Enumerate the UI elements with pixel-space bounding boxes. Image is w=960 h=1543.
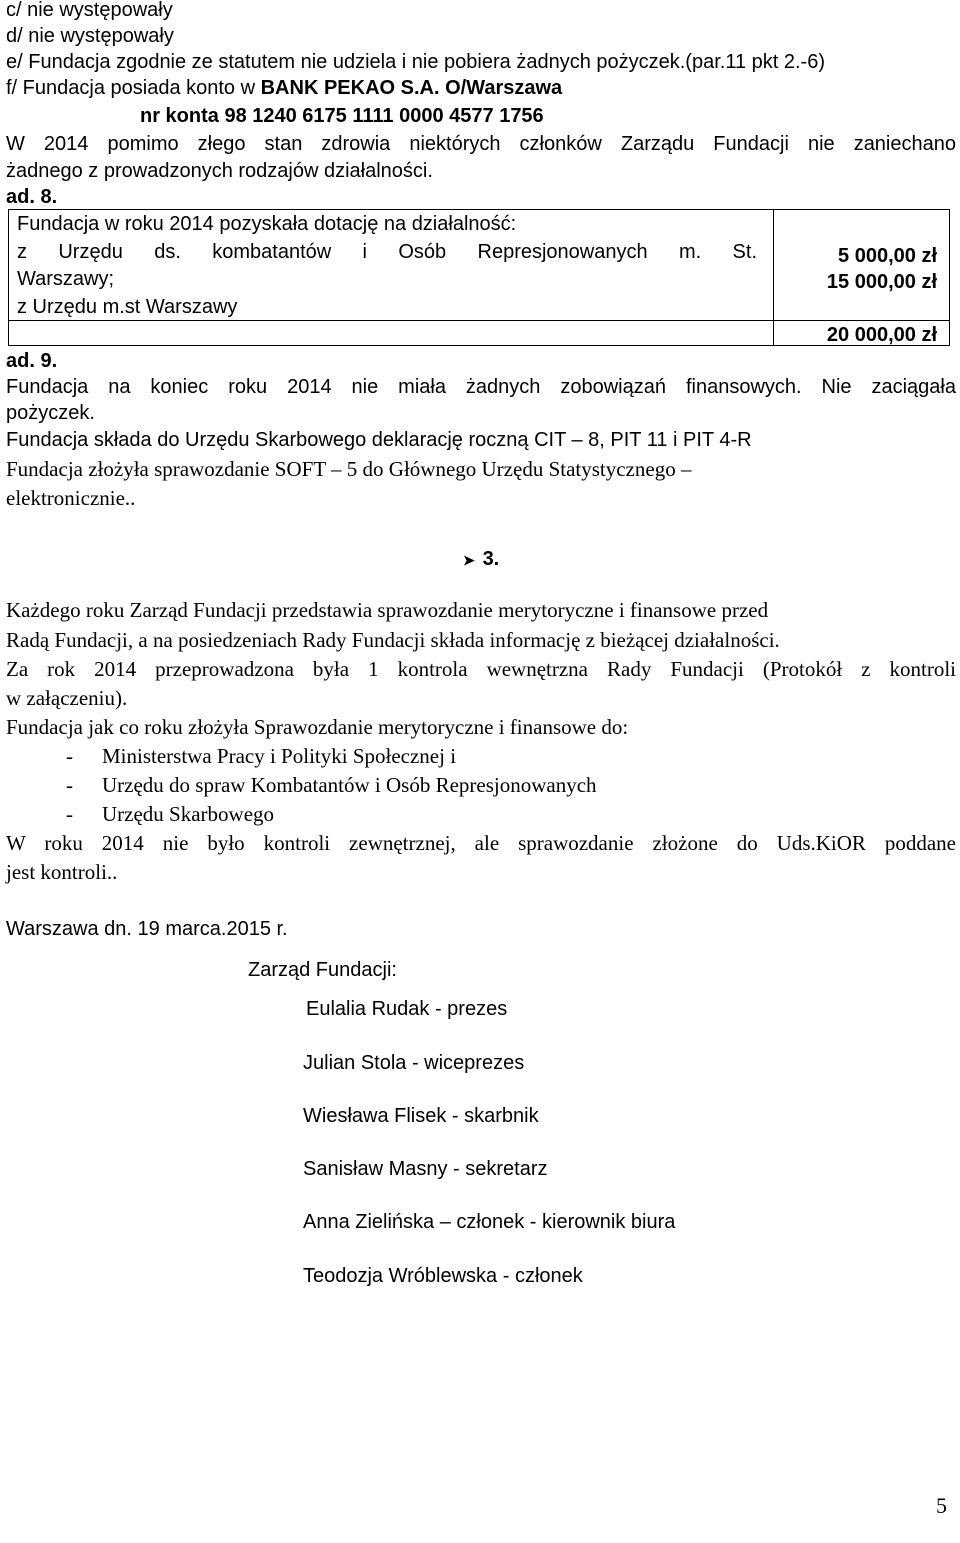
submission-intro: Fundacja jak co roku złożyła Sprawozdanie merytoryczne i finansowe do:: [6, 715, 629, 739]
item-d: d/ nie występowały: [6, 25, 174, 47]
grant-total: 20 000,00 zł: [826, 324, 937, 346]
list-item-label: Urzędu Skarbowego: [102, 802, 275, 826]
ad9-line-5: elektronicznie..: [6, 486, 136, 510]
list-item-label: Ministerstwa Pracy i Polityki Społecznej i: [102, 744, 457, 768]
board-member: Wiesława Flisek - skarbnik: [303, 1105, 539, 1127]
health-line-1: W 2014 pomimo złego stan zdrowia niektórych członków Zarządu Fundacji nie zaniechano: [6, 133, 956, 155]
board-member: Eulalia Rudak - prezes: [306, 998, 508, 1020]
ad9-line-3: Fundacja składa do Urzędu Skarbowego deklarację roczną CIT – 8, PIT 11 i PIT 4-R: [6, 429, 752, 451]
report-line-1: Każdego roku Zarząd Fundacji przedstawia sprawozdanie merytoryczne i finansowe przed: [6, 598, 769, 622]
grant-source-2: z Urzędu m.st Warszawy: [17, 296, 238, 318]
list-item: [66, 800, 274, 829]
grant-source-1-line-1: z Urzędu ds. kombatantów i Osób Represjonowanych m. St.: [17, 241, 757, 263]
ad9-line-4: Fundacja złożyła sprawozdanie SOFT – 5 do Głównego Urzędu Statystycznego –: [6, 457, 692, 481]
board-member: Anna Zielińska – członek - kierownik biura: [303, 1211, 676, 1233]
bullet-arrow-icon: ➤: [463, 551, 475, 568]
grants-intro: Fundacja w roku 2014 pozyskała dotację na działalność:: [17, 213, 517, 235]
board-member: Teodozja Wróblewska - członek: [303, 1265, 583, 1287]
board-member: Julian Stola - wiceprezes: [303, 1052, 525, 1074]
section-3-number: 3.: [482, 548, 500, 570]
external-control-line-1: W roku 2014 nie było kontroli zewnętrznej, ale sprawozdanie złożone do Uds.KiOR poddane: [6, 831, 956, 855]
health-line-2: żadnego z prowadzonych rodzajów działalności.: [6, 160, 433, 182]
bank-name: BANK PEKAO S.A. O/Warszawa: [260, 77, 563, 99]
board-member: Sanisław Masny - sekretarz: [303, 1158, 548, 1180]
list-dash: -: [66, 744, 73, 768]
grants-table: [8, 209, 950, 346]
ad9-line-2: pożyczek.: [6, 402, 95, 424]
external-control-line-2: jest kontroli..: [6, 860, 118, 884]
account-number: nr konta 98 1240 6175 1111 0000 4577 1756: [140, 105, 544, 127]
control-line-2: w załączeniu).: [6, 686, 128, 710]
board-title: Zarząd Fundacji:: [248, 959, 397, 981]
place-and-date: Warszawa dn. 19 marca.2015 r.: [6, 918, 288, 940]
item-f-prefix: f/ Fundacja posiada konto w: [6, 77, 261, 99]
grant-amount-1: 5 000,00 zł: [838, 245, 937, 267]
item-e: e/ Fundacja zgodnie ze statutem nie udziela i nie pobiera żadnych pożyczek.(par.11 pkt 2.-6): [6, 51, 825, 73]
list-item: [66, 771, 597, 800]
ad9-line-1: Fundacja na koniec roku 2014 nie miała żadnych zobowiązań finansowych. Nie zaciągała: [6, 376, 956, 398]
grant-amount-2: 15 000,00 zł: [826, 271, 937, 293]
control-line-1: Za rok 2014 przeprowadzona była 1 kontrola wewnętrzna Rady Fundacji (Protokół z kontroli: [6, 657, 956, 681]
section-3-marker: [463, 546, 499, 573]
list-dash: -: [66, 773, 73, 797]
item-f: [6, 75, 562, 101]
ad8-heading: ad. 8.: [6, 186, 58, 208]
page-number: 5: [936, 1493, 947, 1518]
list-dash: -: [66, 802, 73, 826]
grants-table-column-divider: [773, 210, 774, 345]
item-c: c/ nie występowały: [6, 0, 173, 21]
grant-source-1-line-2: Warszawy;: [17, 268, 115, 290]
list-item-label: Urzędu do spraw Kombatantów i Osób Represjonowanych: [102, 773, 597, 797]
ad9-heading: ad. 9.: [6, 350, 58, 372]
report-line-2: Radą Fundacji, a na posiedzeniach Rady Fundacji składa informację z bieżącej działalności.: [6, 628, 780, 652]
grants-table-total-divider: [9, 320, 949, 321]
list-item: [66, 742, 456, 771]
